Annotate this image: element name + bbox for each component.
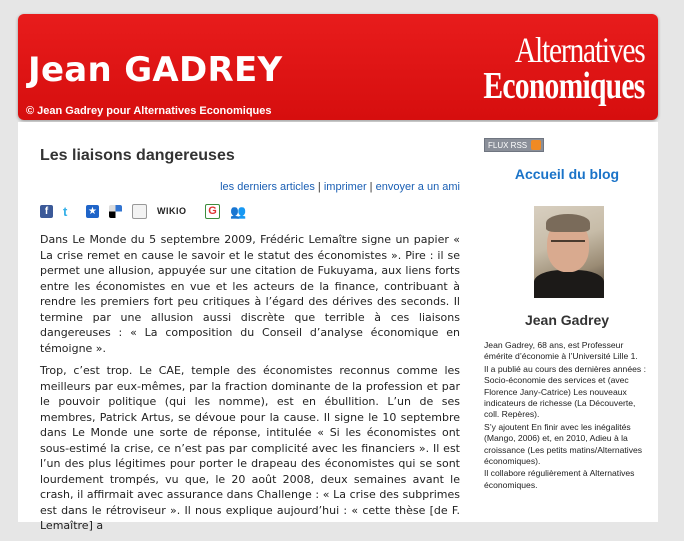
email-friend-link[interactable]: envoyer a un ami — [375, 181, 460, 193]
favorite-star-icon[interactable]: ★ — [86, 205, 99, 218]
author-bio — [484, 340, 650, 492]
bio-paragraph: Il a publié au cours des dernières années : Socio-économie des services et (avec Florence Jany-Catrice) Les nouveaux indicateurs de richesse (La Découverte, coll. Repères). — [484, 363, 646, 420]
article-tools — [220, 181, 460, 193]
logo-line-2: Economiques — [482, 65, 644, 107]
photo-shoulders — [534, 270, 604, 298]
site-banner — [18, 14, 658, 120]
delicious-icon[interactable] — [109, 205, 122, 218]
blog-home-link[interactable]: Accueil du blog — [514, 166, 620, 182]
share-bar — [40, 202, 253, 220]
twitter-icon[interactable]: t — [63, 203, 68, 219]
photo-hair — [546, 214, 590, 232]
copyright-notice: © Jean Gadrey pour Alternatives Economiques — [26, 105, 272, 117]
photo-glasses — [551, 240, 585, 250]
print-link[interactable]: imprimer — [323, 181, 367, 193]
wikio-icon[interactable]: WIKIO — [157, 205, 187, 216]
bio-paragraph: Jean Gadrey, 68 ans, est Professeur émérite d’économie à l’Université Lille 1. — [484, 340, 638, 362]
logo-line-1: Alternatives — [514, 30, 644, 70]
article-title: Les liaisons dangereuses — [40, 147, 235, 164]
article-body — [40, 232, 460, 541]
rss-label: FLUX RSS — [488, 141, 528, 150]
digg-icon[interactable] — [132, 204, 147, 219]
rss-icon — [531, 140, 541, 150]
author-photo — [534, 206, 604, 298]
rss-feed-button[interactable] — [484, 138, 544, 152]
blog-title[interactable]: Jean GADREY — [28, 50, 283, 90]
bio-paragraph: Il collabore régulièrement à Alternatives économiques. — [484, 468, 635, 490]
page-content — [18, 122, 658, 532]
bio-paragraph: S’y ajoutent En finir avec les inégalités (Mango, 2006) et, en 2010, Adieu à la croissance (Les petits matins/Alternatives économiques). — [484, 421, 643, 467]
article-paragraph: Trop, c’est trop. Le CAE, temple des économistes reconnus comme les meilleurs par eux-mêmes, par la fraction dominante de la profession et par le pouvoir politique (qui les nomme), est en ébullition. L’un de ses membres, Patrick Artus, se dévoue pour la cause. Il signe le 10 septembre dans Le Monde une sorte de réponse, intitulée « Si les économistes ont sous-estimé la crise, ce n’est pas par complicité avec les financiers ». Il est l’un des plus légitimes pour porter le drapeau des économistes qui se sont lourdement trompés, vu que, le 20 août 2008, deux semaines avant le crash, il affirmait avec assurance dans Challenge : « La crise des subprimes est dans le rétroviseur ». Il nous explique aujourd’hui : « cette thèse [de F. Lemaître] a — [40, 364, 460, 532]
tools-separator: | — [314, 181, 324, 193]
tools-separator: | — [366, 181, 376, 193]
facebook-icon[interactable]: f — [40, 205, 53, 218]
author-name: Jean Gadrey — [524, 312, 610, 328]
alternatives-economiques-logo[interactable] — [438, 30, 644, 107]
people-share-icon[interactable]: 👥 — [230, 203, 247, 219]
google-bookmark-icon[interactable]: G — [205, 204, 220, 219]
article-paragraph: Dans Le Monde du 5 septembre 2009, Frédéric Lemaître signe un papier « La crise remet en cause le savoir et le statut des économistes ». Pire : il se permet une allusion, appuyée sur une citation de Fukuyama, aux liens forts entre les économistes en vue et les acteurs de la finance, contribuant à rendre les premiers fort peu critiques à l’égard des dérives des seconds. Il termine par une allusion aussi discrète que terrible à ces liaisons dangereuses : « La composition du Conseil d’analyse économique en témoigne ». — [40, 233, 460, 355]
recent-articles-link[interactable]: les derniers articles — [220, 181, 315, 193]
